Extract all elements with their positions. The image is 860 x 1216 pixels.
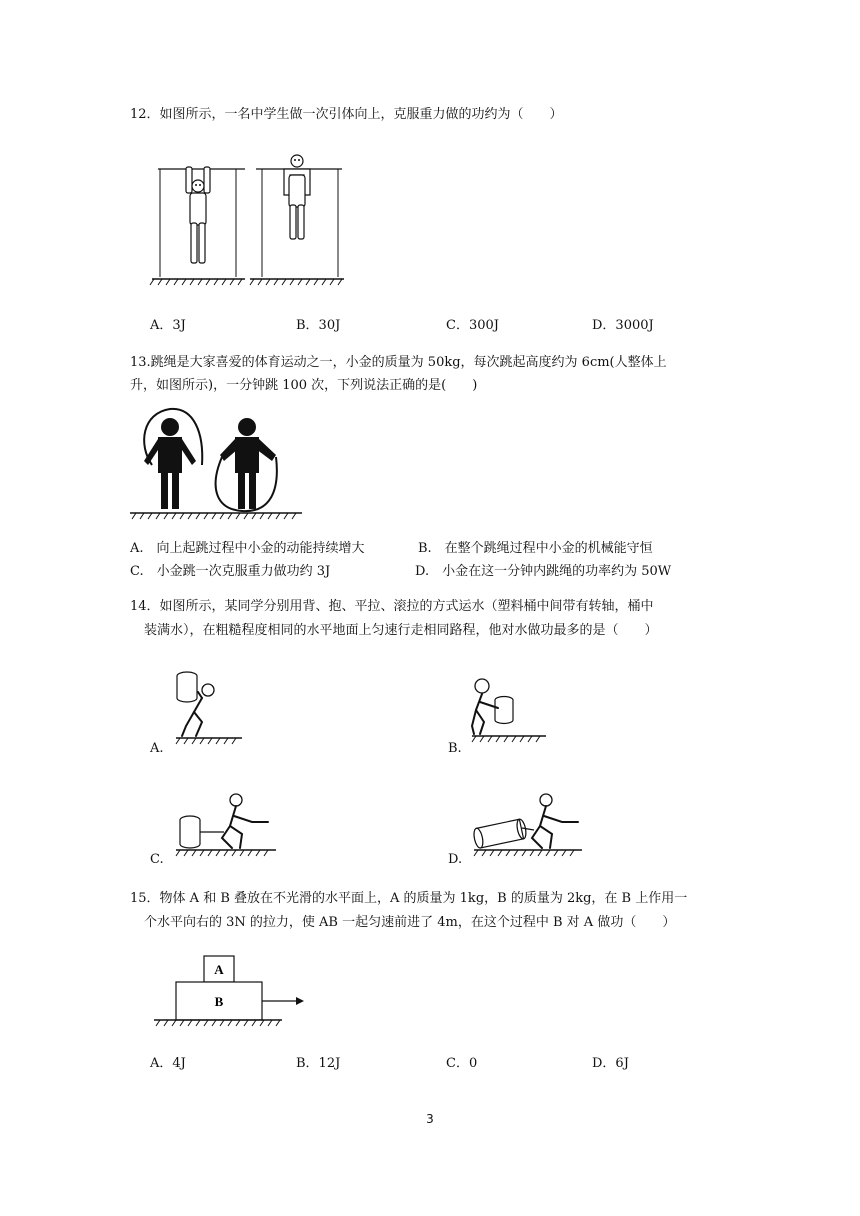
q12-stem: 12．如图所示，一名中学生做一次引体向上，克服重力做的功约为（ ）: [130, 107, 563, 122]
q14-option-a[interactable]: A.: [150, 741, 164, 756]
q13-jump-rope-figure: [130, 405, 305, 520]
block-a-label: A: [214, 962, 224, 977]
q15-option-c[interactable]: C．0: [446, 1056, 478, 1071]
q13-option-c[interactable]: C. 小金跳一次克服重力做功约 3J: [130, 564, 331, 579]
q13-option-b[interactable]: B. 在整个跳绳过程中小金的机械能守恒: [418, 541, 653, 556]
q12-option-b[interactable]: B．30J: [296, 318, 341, 333]
q14-stem-line1: 14．如图所示，某同学分别用背、抱、平拉、滚拉的方式运水（塑料桶中间带有转轴，桶中: [130, 599, 654, 614]
q13-stem-line2: 升，如图所示)，一分钟跳 100 次，下列说法正确的是( ): [130, 378, 478, 393]
q12-option-c[interactable]: C．300J: [446, 318, 499, 333]
q15-blocks-figure: [152, 952, 312, 1032]
q14-stem-line2: 装满水），在粗糙程度相同的水平地面上匀速行走相同路程，他对水做功最多的是（ ）: [144, 623, 658, 638]
q13-stem-line1: 13.跳绳是大家喜爱的体育运动之一，小金的质量为 50kg，每次跳起高度约为 6cm(人整体上: [130, 355, 667, 370]
q14-option-c[interactable]: C.: [150, 852, 164, 867]
q15-option-b[interactable]: B．12J: [296, 1056, 341, 1071]
q13-option-d[interactable]: D. 小金在这一分钟内跳绳的功率约为 50W: [415, 564, 672, 579]
q14-figure-c-flat-pull: [172, 792, 282, 862]
page-number: 3: [426, 1112, 434, 1126]
q14-figure-a-back-carry: [172, 668, 252, 748]
q14-option-d[interactable]: D.: [448, 852, 463, 867]
q15-option-a[interactable]: A．4J: [150, 1056, 186, 1071]
q12-pullup-figure: [150, 155, 390, 285]
q15-option-d[interactable]: D．6J: [592, 1056, 629, 1071]
q15-stem-line1: 15．物体 A 和 B 叠放在不光滑的水平面上，A 的质量为 1kg，B 的质量为 2kg，在 B 上作用一: [130, 891, 688, 906]
q14-figure-d-roll-pull: [470, 792, 590, 862]
q13-option-a[interactable]: A. 向上起跳过程中小金的动能持续增大: [130, 541, 365, 556]
q14-option-b[interactable]: B.: [448, 741, 462, 756]
q12-option-a[interactable]: A．3J: [150, 318, 186, 333]
q15-stem-line2: 个水平向右的 3N 的拉力，使 AB 一起匀速前进了 4m，在这个过程中 B 对 A 做功（ ）: [144, 915, 676, 930]
q12-option-d[interactable]: D．3000J: [592, 318, 654, 333]
q14-figure-b-hold: [470, 676, 550, 756]
block-b-label: B: [214, 994, 224, 1009]
